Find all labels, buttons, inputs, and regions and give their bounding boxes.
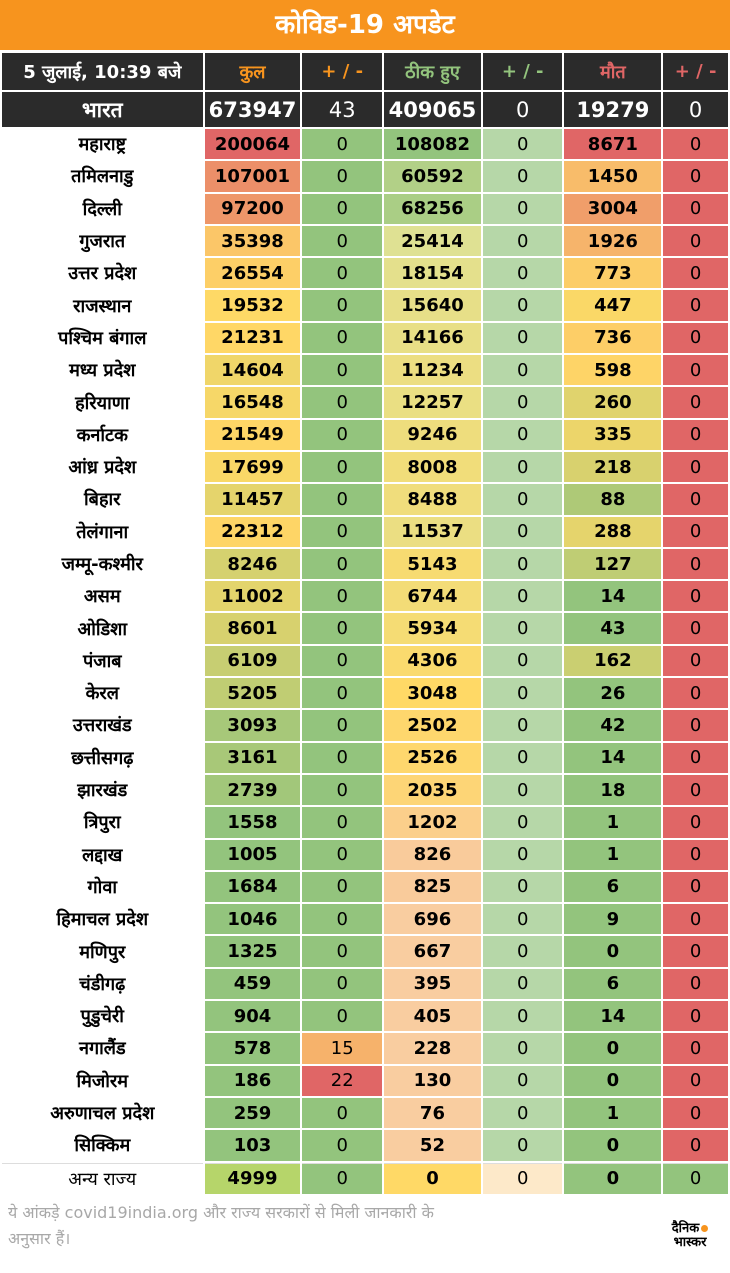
india-row [2, 92, 728, 127]
state-deaths: 14 [564, 743, 661, 773]
other-states-row [2, 1163, 728, 1194]
state-deaths-change: 0 [663, 1130, 728, 1160]
state-total: 1325 [205, 936, 301, 966]
state-recovered: 2035 [384, 775, 481, 805]
state-total: 17699 [205, 452, 301, 482]
state-recovered: 11537 [384, 517, 481, 547]
table-row [2, 936, 728, 966]
table-row [2, 161, 728, 191]
state-name: लद्दाख [2, 840, 203, 870]
state-name: पंजाब [2, 646, 203, 676]
table-row [2, 420, 728, 450]
state-total-change: 0 [302, 807, 382, 837]
state-recovered: 8008 [384, 452, 481, 482]
state-name: उत्तर प्रदेश [2, 258, 203, 288]
logo-dot-icon [701, 1225, 708, 1232]
state-total: 259 [205, 1098, 301, 1128]
state-name: उत्तराखंड [2, 710, 203, 740]
state-deaths-change: 0 [663, 807, 728, 837]
india-name: भारत [2, 92, 203, 127]
india-deaths: 19279 [564, 92, 661, 127]
other-states-recovered-change: 0 [483, 1163, 563, 1194]
state-total: 22312 [205, 517, 301, 547]
header-total-change: + / - [302, 53, 382, 90]
state-deaths: 0 [564, 1130, 661, 1160]
state-total: 8601 [205, 613, 301, 643]
state-deaths-change: 0 [663, 387, 728, 417]
state-recovered-change: 0 [483, 517, 563, 547]
state-deaths: 598 [564, 355, 661, 385]
state-total-change: 0 [302, 840, 382, 870]
state-total-change: 0 [302, 355, 382, 385]
state-name: पश्चिम बंगाल [2, 323, 203, 353]
state-total: 11457 [205, 484, 301, 514]
other-states-total: 4999 [205, 1163, 301, 1194]
state-recovered: 25414 [384, 226, 481, 256]
table-row [2, 323, 728, 353]
table-row [2, 969, 728, 999]
state-name: ओडिशा [2, 613, 203, 643]
state-recovered-change: 0 [483, 613, 563, 643]
logo-line-1: दैनिक [660, 1222, 720, 1236]
state-total: 107001 [205, 161, 301, 191]
state-deaths: 0 [564, 936, 661, 966]
state-deaths-change: 0 [663, 775, 728, 805]
other-states-name: अन्य राज्य [2, 1163, 203, 1194]
state-total: 1684 [205, 872, 301, 902]
state-deaths: 1 [564, 807, 661, 837]
state-recovered-change: 0 [483, 387, 563, 417]
state-total: 21549 [205, 420, 301, 450]
state-total: 5205 [205, 678, 301, 708]
other-states-deaths: 0 [564, 1163, 661, 1194]
state-recovered: 9246 [384, 420, 481, 450]
state-name: मिजोरम [2, 1066, 203, 1096]
state-total-change: 0 [302, 129, 382, 159]
state-total-change: 0 [302, 904, 382, 934]
state-deaths-change: 0 [663, 323, 728, 353]
state-recovered: 14166 [384, 323, 481, 353]
state-recovered: 12257 [384, 387, 481, 417]
state-recovered: 2502 [384, 710, 481, 740]
state-total-change: 0 [302, 290, 382, 320]
header-deaths: मौत [564, 53, 661, 90]
header-total: कुल [205, 53, 301, 90]
state-deaths: 773 [564, 258, 661, 288]
state-recovered: 6744 [384, 581, 481, 611]
table-row [2, 484, 728, 514]
state-total-change: 0 [302, 420, 382, 450]
state-total-change: 0 [302, 613, 382, 643]
state-total-change: 0 [302, 936, 382, 966]
state-deaths: 8671 [564, 129, 661, 159]
state-total-change: 0 [302, 969, 382, 999]
state-recovered-change: 0 [483, 678, 563, 708]
state-name: दिल्ली [2, 194, 203, 224]
state-name: मणिपुर [2, 936, 203, 966]
state-deaths-change: 0 [663, 517, 728, 547]
state-deaths-change: 0 [663, 484, 728, 514]
state-recovered-change: 0 [483, 936, 563, 966]
state-total: 200064 [205, 129, 301, 159]
state-name: कर्नाटक [2, 420, 203, 450]
state-deaths-change: 0 [663, 872, 728, 902]
state-name: केरल [2, 678, 203, 708]
state-name: आंध्र प्रदेश [2, 452, 203, 482]
state-total-change: 0 [302, 1098, 382, 1128]
logo-line-2: भास्कर [673, 1235, 707, 1250]
state-deaths: 6 [564, 969, 661, 999]
state-deaths-change: 0 [663, 129, 728, 159]
state-name: गोवा [2, 872, 203, 902]
table-row [2, 775, 728, 805]
table-row [2, 807, 728, 837]
table-row [2, 1033, 728, 1063]
state-total: 103 [205, 1130, 301, 1160]
state-name: सिक्किम [2, 1130, 203, 1160]
state-total-change: 0 [302, 743, 382, 773]
state-recovered: 130 [384, 1066, 481, 1096]
state-recovered: 4306 [384, 646, 481, 676]
state-name: छत्तीसगढ़ [2, 743, 203, 773]
state-deaths-change: 0 [663, 161, 728, 191]
state-name: मध्य प्रदेश [2, 355, 203, 385]
state-total: 11002 [205, 581, 301, 611]
state-recovered-change: 0 [483, 1001, 563, 1031]
state-total-change: 0 [302, 323, 382, 353]
state-total-change: 0 [302, 872, 382, 902]
table-row [2, 452, 728, 482]
state-total-change: 0 [302, 1001, 382, 1031]
state-recovered-change: 0 [483, 1033, 563, 1063]
table-row [2, 678, 728, 708]
state-recovered: 108082 [384, 129, 481, 159]
header-deaths-change: + / - [663, 53, 728, 90]
state-deaths-change: 0 [663, 290, 728, 320]
state-name: नगालैंड [2, 1033, 203, 1063]
state-deaths: 736 [564, 323, 661, 353]
state-recovered: 405 [384, 1001, 481, 1031]
state-deaths: 1 [564, 1098, 661, 1128]
table-row [2, 710, 728, 740]
state-recovered-change: 0 [483, 775, 563, 805]
state-total-change: 0 [302, 484, 382, 514]
state-recovered-change: 0 [483, 872, 563, 902]
state-name: तमिलनाडु [2, 161, 203, 191]
state-recovered-change: 0 [483, 484, 563, 514]
state-deaths: 3004 [564, 194, 661, 224]
state-deaths: 14 [564, 1001, 661, 1031]
state-name: असम [2, 581, 203, 611]
state-total: 904 [205, 1001, 301, 1031]
state-total-change: 0 [302, 517, 382, 547]
state-recovered: 696 [384, 904, 481, 934]
state-total-change: 0 [302, 1130, 382, 1160]
other-states-total-change: 0 [302, 1163, 382, 1194]
state-deaths: 14 [564, 581, 661, 611]
state-recovered: 15640 [384, 290, 481, 320]
state-name: पुडुचेरी [2, 1001, 203, 1031]
state-deaths: 88 [564, 484, 661, 514]
state-deaths: 162 [564, 646, 661, 676]
state-deaths: 260 [564, 387, 661, 417]
state-deaths: 1926 [564, 226, 661, 256]
state-total: 186 [205, 1066, 301, 1096]
state-total: 6109 [205, 646, 301, 676]
state-deaths: 0 [564, 1033, 661, 1063]
state-deaths: 335 [564, 420, 661, 450]
state-name: राजस्थान [2, 290, 203, 320]
state-name: जम्मू-कश्मीर [2, 549, 203, 579]
state-deaths: 0 [564, 1066, 661, 1096]
table-row [2, 258, 728, 288]
header-recovered-change: + / - [483, 53, 563, 90]
state-recovered: 2526 [384, 743, 481, 773]
state-total: 8246 [205, 549, 301, 579]
state-total: 16548 [205, 387, 301, 417]
state-recovered: 8488 [384, 484, 481, 514]
state-total: 19532 [205, 290, 301, 320]
state-deaths-change: 0 [663, 840, 728, 870]
state-deaths: 1 [564, 840, 661, 870]
state-deaths: 218 [564, 452, 661, 482]
state-recovered-change: 0 [483, 452, 563, 482]
state-total: 1046 [205, 904, 301, 934]
state-recovered-change: 0 [483, 226, 563, 256]
state-recovered: 395 [384, 969, 481, 999]
table-row [2, 743, 728, 773]
state-recovered: 667 [384, 936, 481, 966]
state-recovered-change: 0 [483, 420, 563, 450]
table-row [2, 517, 728, 547]
table-row [2, 355, 728, 385]
state-recovered: 11234 [384, 355, 481, 385]
state-deaths-change: 0 [663, 452, 728, 482]
state-deaths: 1450 [564, 161, 661, 191]
state-total-change: 0 [302, 646, 382, 676]
india-deaths-change: 0 [663, 92, 728, 127]
state-recovered: 60592 [384, 161, 481, 191]
state-total: 26554 [205, 258, 301, 288]
india-recovered-change: 0 [483, 92, 563, 127]
state-deaths-change: 0 [663, 355, 728, 385]
other-states-deaths-change: 0 [663, 1163, 728, 1194]
state-recovered: 68256 [384, 194, 481, 224]
state-deaths-change: 0 [663, 420, 728, 450]
state-deaths: 42 [564, 710, 661, 740]
state-deaths-change: 0 [663, 258, 728, 288]
state-recovered-change: 0 [483, 161, 563, 191]
table-row [2, 840, 728, 870]
table-row [2, 194, 728, 224]
state-total: 459 [205, 969, 301, 999]
india-total: 673947 [205, 92, 301, 127]
table-row [2, 1098, 728, 1128]
state-recovered-change: 0 [483, 710, 563, 740]
state-recovered-change: 0 [483, 1098, 563, 1128]
state-total-change: 0 [302, 226, 382, 256]
covid-table [0, 51, 730, 1196]
table-row [2, 613, 728, 643]
state-total: 578 [205, 1033, 301, 1063]
state-recovered-change: 0 [483, 258, 563, 288]
state-recovered-change: 0 [483, 1130, 563, 1160]
header-recovered: ठीक हुए [384, 53, 481, 90]
state-total-change: 22 [302, 1066, 382, 1096]
state-total-change: 0 [302, 258, 382, 288]
state-recovered-change: 0 [483, 743, 563, 773]
state-deaths: 26 [564, 678, 661, 708]
other-states-recovered: 0 [384, 1163, 481, 1194]
table-row [2, 904, 728, 934]
table-row [2, 1130, 728, 1160]
state-name: महाराष्ट्र [2, 129, 203, 159]
state-total-change: 0 [302, 775, 382, 805]
state-recovered-change: 0 [483, 355, 563, 385]
state-deaths-change: 0 [663, 581, 728, 611]
state-recovered-change: 0 [483, 581, 563, 611]
state-deaths-change: 0 [663, 1033, 728, 1063]
table-row [2, 129, 728, 159]
state-name: हिमाचल प्रदेश [2, 904, 203, 934]
table-row [2, 872, 728, 902]
state-recovered: 3048 [384, 678, 481, 708]
state-total-change: 0 [302, 710, 382, 740]
state-recovered-change: 0 [483, 969, 563, 999]
state-deaths-change: 0 [663, 549, 728, 579]
state-name: हरियाणा [2, 387, 203, 417]
state-recovered-change: 0 [483, 194, 563, 224]
state-recovered-change: 0 [483, 549, 563, 579]
state-deaths-change: 0 [663, 194, 728, 224]
state-name: बिहार [2, 484, 203, 514]
page-title: कोविड-19 अपडेट [0, 0, 730, 50]
state-total-change: 0 [302, 678, 382, 708]
state-recovered-change: 0 [483, 129, 563, 159]
state-recovered: 826 [384, 840, 481, 870]
table-row [2, 226, 728, 256]
state-total: 3161 [205, 743, 301, 773]
state-recovered-change: 0 [483, 807, 563, 837]
state-name: तेलंगाना [2, 517, 203, 547]
state-recovered: 1202 [384, 807, 481, 837]
state-recovered-change: 0 [483, 290, 563, 320]
header-row [2, 53, 728, 90]
state-total-change: 0 [302, 387, 382, 417]
state-deaths-change: 0 [663, 678, 728, 708]
state-deaths-change: 0 [663, 743, 728, 773]
state-deaths-change: 0 [663, 904, 728, 934]
state-recovered-change: 0 [483, 323, 563, 353]
state-total-change: 0 [302, 161, 382, 191]
state-recovered-change: 0 [483, 904, 563, 934]
state-deaths-change: 0 [663, 1066, 728, 1096]
state-name: त्रिपुरा [2, 807, 203, 837]
state-total: 21231 [205, 323, 301, 353]
header-date: 5 जुलाई, 10:39 बजे [2, 53, 203, 90]
table-row [2, 387, 728, 417]
state-total: 3093 [205, 710, 301, 740]
state-deaths: 447 [564, 290, 661, 320]
state-recovered: 76 [384, 1098, 481, 1128]
state-total-change: 15 [302, 1033, 382, 1063]
state-deaths-change: 0 [663, 969, 728, 999]
state-deaths: 127 [564, 549, 661, 579]
state-total-change: 0 [302, 549, 382, 579]
state-total-change: 0 [302, 452, 382, 482]
state-deaths: 18 [564, 775, 661, 805]
state-recovered: 5143 [384, 549, 481, 579]
state-total: 97200 [205, 194, 301, 224]
state-deaths-change: 0 [663, 1001, 728, 1031]
state-recovered-change: 0 [483, 1066, 563, 1096]
table-row [2, 290, 728, 320]
state-recovered-change: 0 [483, 840, 563, 870]
state-recovered: 825 [384, 872, 481, 902]
table-row [2, 581, 728, 611]
state-deaths-change: 0 [663, 646, 728, 676]
state-total: 1005 [205, 840, 301, 870]
state-deaths: 6 [564, 872, 661, 902]
state-deaths-change: 0 [663, 710, 728, 740]
state-total-change: 0 [302, 581, 382, 611]
state-recovered: 5934 [384, 613, 481, 643]
state-deaths-change: 0 [663, 936, 728, 966]
state-deaths-change: 0 [663, 1098, 728, 1128]
state-total-change: 0 [302, 194, 382, 224]
state-recovered-change: 0 [483, 646, 563, 676]
state-name: चंडीगढ़ [2, 969, 203, 999]
state-name: गुजरात [2, 226, 203, 256]
state-name: झारखंड [2, 775, 203, 805]
state-name: अरुणाचल प्रदेश [2, 1098, 203, 1128]
state-deaths-change: 0 [663, 226, 728, 256]
table-row [2, 549, 728, 579]
state-recovered: 228 [384, 1033, 481, 1063]
state-total: 1558 [205, 807, 301, 837]
table-row [2, 1066, 728, 1096]
state-deaths-change: 0 [663, 613, 728, 643]
state-total: 2739 [205, 775, 301, 805]
table-row [2, 1001, 728, 1031]
state-deaths: 9 [564, 904, 661, 934]
dainik-bhaskar-logo [660, 1222, 720, 1250]
state-deaths: 288 [564, 517, 661, 547]
source-note: ये आंकड़े covid19india.org और राज्य सरकारों से मिली जानकारी के अनुसार हैं। [8, 1203, 434, 1248]
state-recovered: 18154 [384, 258, 481, 288]
state-total: 14604 [205, 355, 301, 385]
state-deaths: 43 [564, 613, 661, 643]
india-total-change: 43 [302, 92, 382, 127]
table-row [2, 646, 728, 676]
state-recovered: 52 [384, 1130, 481, 1160]
india-recovered: 409065 [384, 92, 481, 127]
state-total: 35398 [205, 226, 301, 256]
